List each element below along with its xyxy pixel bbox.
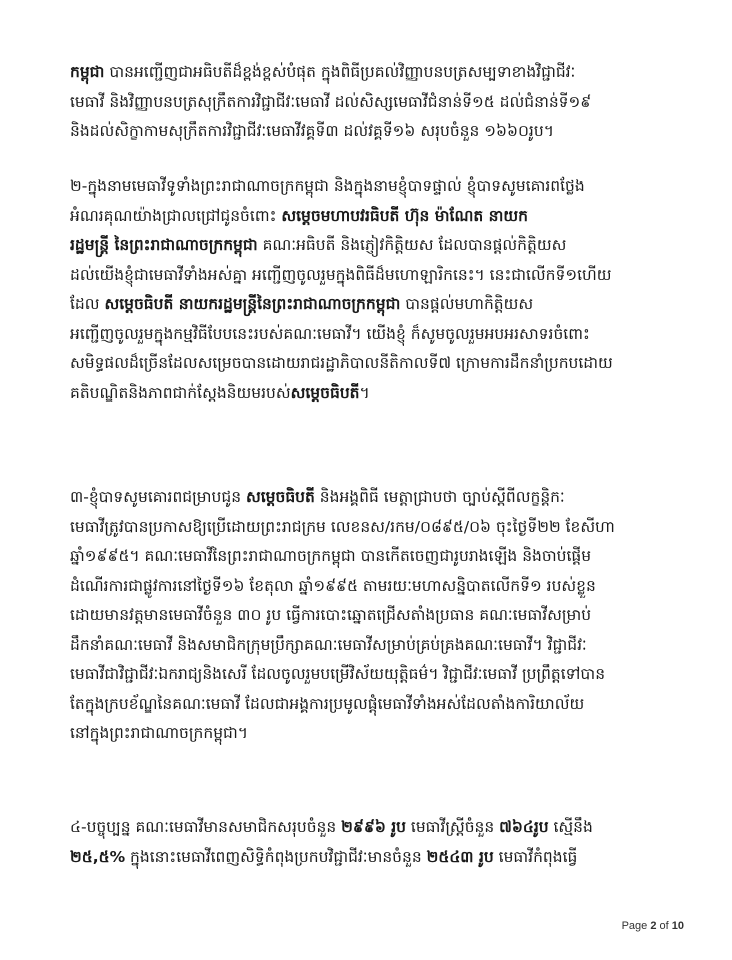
bold-text-segment: ២៥៤៣ រូប	[426, 847, 494, 866]
text-line	[70, 719, 688, 749]
page-label: Page	[621, 920, 651, 932]
page-footer	[622, 920, 684, 932]
text-line	[70, 542, 688, 572]
text-segment: ។	[359, 383, 370, 402]
text-segment: នៅក្នុងព្រះរាជាណាចក្រកម្ពុជា។	[70, 724, 249, 742]
paragraph-2	[70, 172, 688, 408]
text-segment: បានផ្ដល់មហាកិត្តិយស	[400, 295, 534, 313]
text-segment: និងអង្គពិធី មេត្តាជ្រាបថា ច្បាប់ស្ដីពីលក្ខន្តិកៈ	[314, 488, 565, 506]
text-segment: ស្មើនឹង	[548, 818, 593, 836]
text-segment: មេធាវីកំពុងធ្វើ	[493, 847, 578, 866]
text-segment: អញ្ជើញចូលរួមក្នុងកម្មវិធីបែបនេះរបស់គណៈមេធាវី។ យើងខ្ញុំ ក៏សូមចូលរួមអបអរសាទរចំពោះ	[70, 324, 590, 343]
page-current: 2	[650, 920, 657, 932]
text-segment: និងដល់សិក្ខាកាមសុក្រឹតការវិជ្ជាជីវៈមេធាវីវគ្គទី៣ ដល់វគ្គទី១៦ សរុបចំនួន ១៦៦០រូប។	[70, 122, 554, 140]
paragraph-4	[70, 813, 688, 872]
text-line	[70, 483, 688, 513]
paragraph-3	[70, 483, 688, 749]
text-segment: ដោយមានវត្តមានមេធាវីចំនួន ៣០ រូប ធ្វើការបោះឆ្នោតជ្រើសតាំងប្រធាន គណៈមេធាវីសម្រាប់	[70, 606, 592, 624]
text-segment: ដែល	[70, 295, 105, 313]
bold-text-segment: ២៩៩៦ រូប	[341, 818, 406, 836]
text-line	[70, 660, 688, 690]
text-segment: ដឹកនាំគណៈមេធាវី និងសមាជិកក្រុមប្រឹក្សាគណៈមេធាវីសម្រាប់គ្រប់គ្រងគណៈមេធាវី។ វិជ្ជាជីវៈ	[70, 635, 587, 654]
text-segment: គតិបណ្ឌិតនិងភាពជាក់ស្ដែងនិយមរបស់	[70, 383, 291, 402]
bold-text-segment: សម្ដេចធិបតី	[290, 383, 360, 402]
text-segment: ២-ក្នុងនាមមេធាវីទូទាំងព្រះរាជាណាចក្រកម្ពុជា និងក្នុងនាមខ្ញុំបាទផ្ទាល់ ខ្ញុំបាទសូមគោរពថ្លែង	[70, 177, 585, 195]
text-line	[70, 290, 688, 320]
page-total: 10	[671, 920, 684, 932]
text-segment: មេធាវីត្រូវបានប្រកាសឱ្យប្រើដោយព្រះរាជក្រម លេខនស/រកម/០៨៩៥/០៦ ចុះថ្ងៃទី២២ ខែសីហា	[70, 517, 615, 536]
text-line	[70, 231, 688, 261]
text-segment: តែក្នុងក្របខ័ណ្ឌនៃគណៈមេធាវី ដែលជាអង្គការប្រមូលផ្ដុំមេធាវីទាំងអស់ដែលតាំងការិយាល័យ	[70, 694, 585, 713]
text-line	[70, 349, 688, 379]
text-line	[70, 88, 688, 118]
text-segment: សមិទ្ធផលដ៏ច្រើនដែលសម្រេចបានដោយរាជរដ្ឋាភិបាលនីតិកាលទី៧ ក្រោមការដឹកនាំប្រកបដោយ	[70, 354, 613, 372]
text-line	[70, 320, 688, 350]
bold-text-segment: សម្ដេចធិបតី	[245, 488, 315, 506]
text-line	[70, 631, 688, 661]
bold-text-segment: ៧៦៤រូប	[499, 818, 549, 836]
text-segment: ៣-ខ្ញុំបាទសូមគោរពជម្រាបជូន	[70, 488, 246, 506]
text-line	[70, 813, 688, 843]
text-segment: មេធាវី និងវិញ្ញាបនបត្រសុក្រឹតការវិជ្ជាជីវៈមេធាវី ដល់សិស្សមេធាវីជំនាន់ទី១៥ ដល់ជំនាន់ទី១៩	[70, 92, 592, 111]
page-of-label: of	[656, 920, 672, 932]
text-line	[70, 379, 688, 409]
text-segment: ឆ្នាំ១៩៩៥។ គណៈមេធាវីនៃព្រះរាជាណាចក្រកម្ពុជា បានកើតចេញជារូបរាងឡើង និងចាប់ផ្ដើម	[70, 547, 592, 565]
text-line	[70, 58, 688, 88]
text-segment: គណៈអធិបតី និងភ្ញៀវកិត្តិយស ដែលបានផ្ដល់កិត្តិយស	[257, 236, 567, 254]
paragraph-1	[70, 58, 688, 147]
text-line	[70, 572, 688, 602]
bold-text-segment: សម្ដេចធិបតី នាយករដ្ឋមន្ត្រីនៃព្រះរាជាណាចក្រកម្ពុជា	[104, 295, 401, 313]
bold-text-segment: កម្ពុជា	[70, 63, 105, 81]
bold-text-segment: រដ្ឋមន្ត្រី នៃព្រះរាជាណាចក្រកម្ពុជា	[70, 236, 258, 254]
text-segment: បានអញ្ជើញជាអធិបតីដ៏ខ្ពង់ខ្ពស់បំផុត ក្នុងពិធីប្រគល់វិញ្ញាបនបត្រសម្បទាខាងវិជ្ជាជីវៈ	[104, 63, 576, 81]
bold-text-segment: ២៥,៥%	[70, 847, 126, 866]
text-line	[70, 601, 688, 631]
bold-text-segment: សម្ដេចមហាបវរធិបតី ហ៊ុន ម៉ាណែត នាយក	[281, 206, 528, 225]
text-line	[70, 202, 688, 232]
text-segment: មេធាវីជាវិជ្ជាជីវៈឯករាជ្យនិងសេរី ដែលចូលរួមបម្រើវិស័យយុត្តិធម៌។ វិជ្ជាជីវៈមេធាវី ប្រព្រឹត្តទៅបាន	[70, 665, 606, 683]
text-segment: ៤-បច្ចុប្បន្ន គណៈមេធាវីមានសមាជិកសរុបចំនួន	[70, 818, 342, 836]
text-line	[70, 172, 688, 202]
text-segment: ក្នុងនោះមេធាវីពេញសិទ្ធិកំពុងប្រកបវិជ្ជាជីវៈមានចំនួន	[125, 847, 427, 866]
text-line	[70, 117, 688, 147]
text-segment: មេធាវីស្ត្រីចំនួន	[405, 818, 500, 836]
text-segment: អំណរគុណយ៉ាងជ្រាលជ្រៅជូនចំពោះ	[70, 206, 282, 225]
text-line	[70, 261, 688, 291]
text-line	[70, 690, 688, 720]
text-segment: ដំណើរការជាផ្លូវការនៅថ្ងៃទី១៦ ខែតុលា ឆ្នាំ១៩៩៥ តាមរយៈមហាសន្និបាតលើកទី១ របស់ខ្លួន	[70, 576, 596, 595]
text-line	[70, 843, 688, 873]
text-line	[70, 513, 688, 543]
text-segment: ដល់យើងខ្ញុំជាមេធាវីទាំងអស់គ្នា អញ្ជើញចូលរួមក្នុងពិធីដ៏មហោឡារិកនេះ។ នេះជាលើកទី១ហើយ	[70, 265, 612, 284]
